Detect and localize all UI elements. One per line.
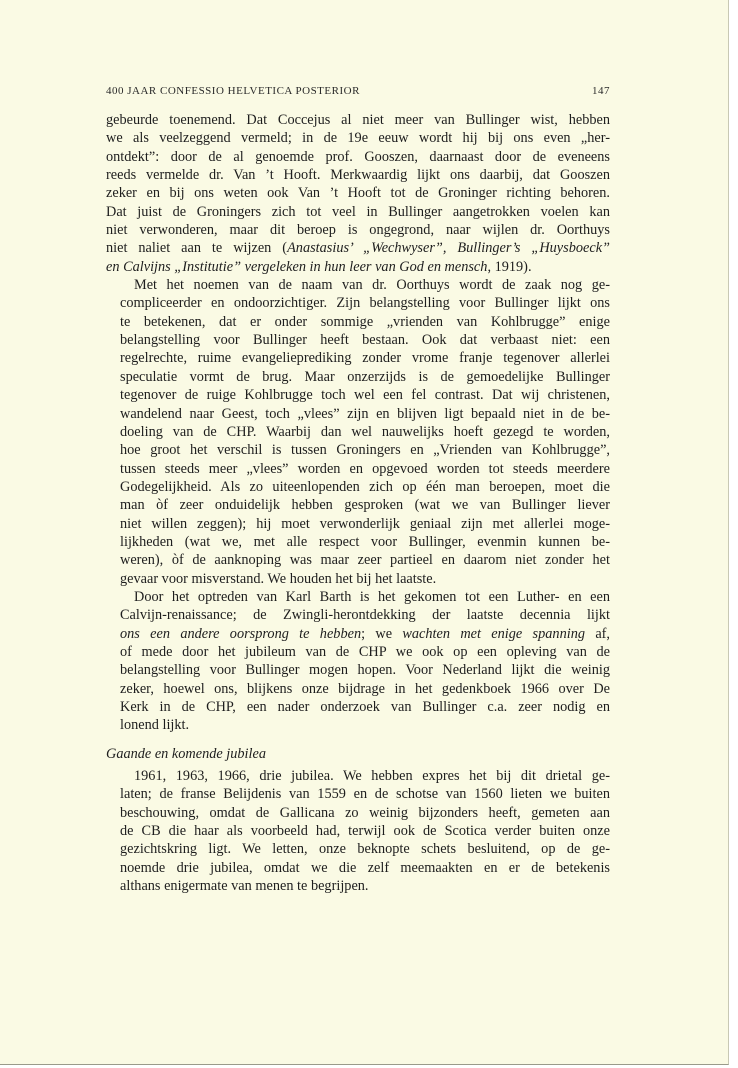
text-line: niet willen zeggen); hij moet verwonderlijk geniaal zijn met allerlei moge- bbox=[120, 515, 610, 532]
text-line: of mede door het jubileum van de CHP we ook op een opleving van de bbox=[120, 643, 610, 660]
text-line: Met het noemen van de naam van dr. Oorthuys wordt de zaak nog ge- bbox=[134, 277, 610, 294]
text-line: tussen steeds meer „vlees” worden en opgevoed worden tot steeds meerdere bbox=[120, 460, 610, 477]
running-head bbox=[106, 85, 610, 101]
text-line: noemde drie jubilea, omdat we die zelf meemaakten en er de betekenis bbox=[120, 859, 610, 876]
text-line: hoe groot het verschil is tussen Groningers en „Vrienden van Kohlbrugge”, bbox=[120, 442, 610, 459]
text-line: althans enigermate van menen te begrijpen. bbox=[120, 878, 369, 895]
text-line: gezichtskring ligt. We letten, onze beknopte schets besluitend, op de ge- bbox=[120, 841, 610, 858]
text-line: tegenover de ruige Kohlbrugge toch wel een fel contrast. Dat wij christenen, bbox=[120, 387, 610, 404]
text-line: niet naliet aan te wijzen (Anastasius’ „Wechwyser”, Bullinger’s „Huysboeck” bbox=[106, 240, 611, 257]
section-heading bbox=[106, 745, 610, 763]
text-line: Calvijn-renaissance; de Zwingli-herontdekking der laatste decennia lijkt bbox=[120, 607, 610, 624]
text-line: beschouwing, omdat de Gallicana zo weinig bijzonders heeft, gemeten aan bbox=[120, 804, 610, 821]
text-line: speculatie vormt de brug. Maar onzerzijds is de gemoedelijke Bullinger bbox=[120, 368, 610, 385]
text-line: niet verwonderen, maar dit beroep is ongegrond, naar wijlen dr. Oorthuys bbox=[106, 222, 610, 239]
section-heading-text: Gaande en komende jubilea bbox=[106, 745, 266, 762]
text-line: ontdekt”: door de al genoemde prof. Gooszen, daarnaast door de eveneens bbox=[106, 148, 610, 165]
text-line: regelrechte, ruime evangelieprediking zonder vrome franje tegenover allerlei bbox=[120, 350, 610, 367]
text-line: we als veelzeggend vermeld; in de 19e eeuw wordt hij bij ons even „her- bbox=[106, 130, 610, 147]
paragraph-4 bbox=[106, 767, 610, 895]
text-line: doeling van de CHP. Waarbij dan wel nauwelijks hoeft gezegd te worden, bbox=[120, 423, 610, 440]
text-line: Kerk in de CHP, een nader onderzoek van Bullinger c.a. zeer nodig en bbox=[120, 699, 610, 715]
text-line: compliceerder en ondoorzichtiger. Zijn belangstelling voor Bullinger lijkt ons bbox=[120, 295, 610, 312]
running-head-title: 400 JAAR CONFESSIO HELVETICA POSTERIOR bbox=[106, 85, 360, 97]
text-line: gebeurde toenemend. Dat Coccejus al niet meer van Bullinger wist, hebben bbox=[106, 112, 610, 128]
text-line: 1961, 1963, 1966, drie jubilea. We hebben expres het bij dit drietal ge- bbox=[134, 768, 610, 785]
text-line: man òf zeer onduidelijk hebben gesproken (wat we van Bullinger liever bbox=[120, 497, 610, 514]
text-line: laten; de franse Belijdenis van 1559 en de schotse van 1560 lieten we buiten bbox=[120, 786, 610, 803]
text-line: reeds vermelde dr. Van ’t Hooft. Merkwaardig lijkt ons daarbij, dat Gooszen bbox=[106, 167, 610, 184]
text-line: belangstelling voor Bullinger mogen hopen. Voor Nederland lijkt die weinig bbox=[120, 662, 610, 679]
page-number: 147 bbox=[592, 85, 610, 97]
text-line: te betekenen, dat er onder sommige „vrienden van Kohlbrugge” enige bbox=[120, 313, 610, 330]
paragraph-3 bbox=[106, 588, 610, 735]
text-line: belangstelling voor Bullinger heeft bestaan. Ook dat verbaast niet: een bbox=[120, 332, 610, 349]
text-line: Godegelijkheid. Als zo uiteenlopenden zich op één man beroepen, moet die bbox=[120, 478, 610, 495]
text-line: zeker, hoewel ons, blijkens onze bijdrage in het gedenkboek 1966 over De bbox=[120, 680, 610, 697]
text-line: lijkheden (wat we, met alle respect voor Bullinger, evenmin kunnen be- bbox=[120, 533, 610, 550]
text-line: lonend lijkt. bbox=[120, 717, 190, 734]
body-text bbox=[106, 111, 610, 895]
paragraph-1 bbox=[106, 111, 610, 276]
text-line: gevaar voor misverstand. We houden het bij het laatste. bbox=[120, 570, 437, 587]
text-line: en Calvijns „Institutie” vergeleken in hun leer van God en mensch, 1919). bbox=[106, 258, 532, 275]
text-line: Door het optreden van Karl Barth is het gekomen tot een Luther- en een bbox=[134, 588, 610, 605]
text-line: zeker en bij ons weten ook Van ’t Hooft tot de Groninger richting behoren. bbox=[106, 185, 610, 202]
text-line: Dat juist de Groningers zich tot veel in Bullinger aangetrokken voelen kan bbox=[106, 203, 610, 220]
paragraph-2 bbox=[106, 276, 610, 588]
text-line: weren), òf de aanknoping was maar zeer partieel en daarom niet zonder het bbox=[120, 552, 610, 569]
text-line: ons een andere oorsprong te hebben; we wachten met enige spanning af, bbox=[120, 625, 610, 642]
text-line: de CB die haar als voorbeeld had, terwijl ook de Scotica verder buiten onze bbox=[120, 823, 610, 840]
text-line: wandelend naar Geest, toch „vlees” zijn en blijven ligt bepaald niet in de be- bbox=[120, 405, 610, 422]
